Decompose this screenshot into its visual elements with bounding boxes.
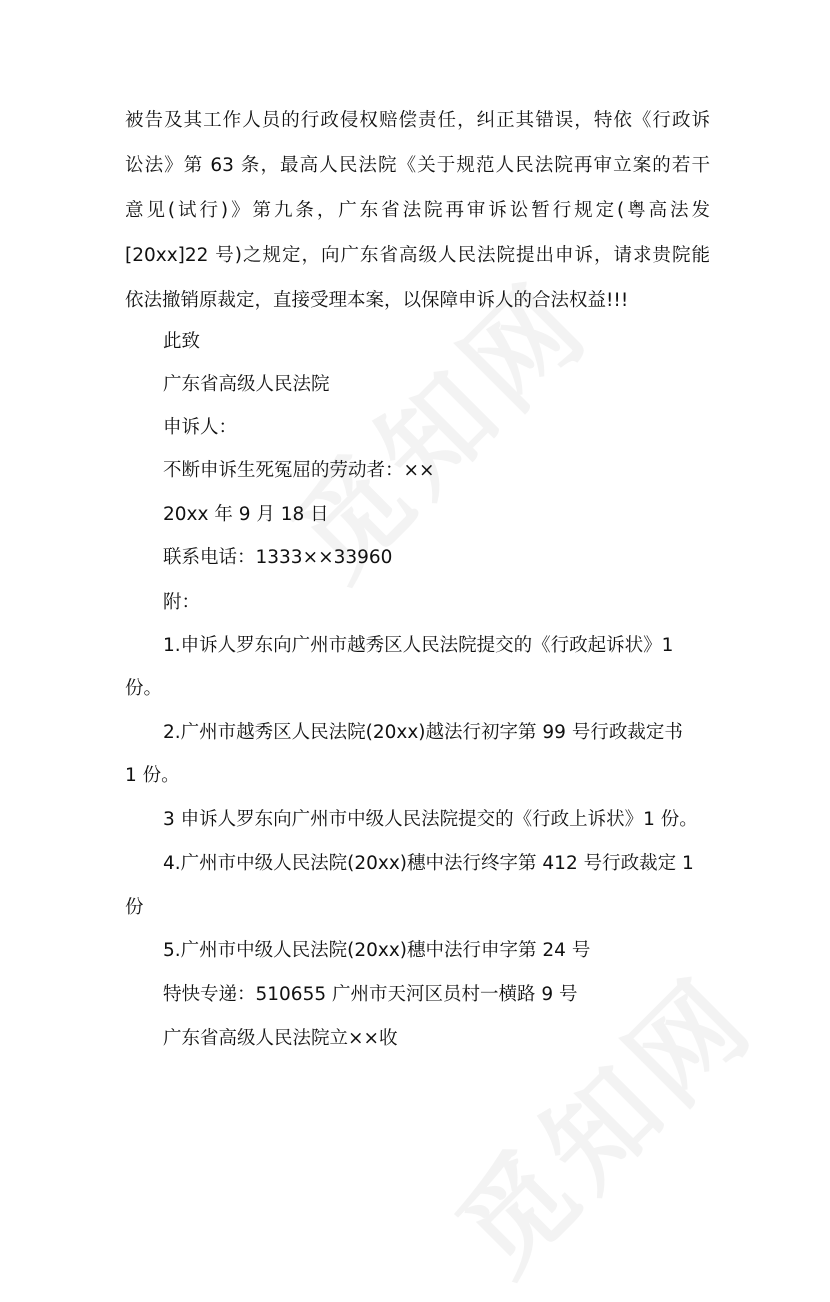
- express-delivery-address: 特快专递：510655 广州市天河区员村一横路 9 号: [163, 984, 578, 1005]
- signature-date: 20xx 年 9 月 18 日: [163, 504, 329, 525]
- attachment-item: 1.申诉人罗东向广州市越秀区人民法院提交的《行政起诉状》1: [163, 635, 674, 656]
- attachment-item-continued: 1 份。: [125, 765, 180, 786]
- recipient: 广东省高级人民法院: [163, 374, 330, 395]
- salutation: 此致: [163, 331, 201, 352]
- attachment-item-continued: 份: [125, 897, 144, 918]
- paragraph-line: [20xx]22 号)之规定，向广东省高级人民法院提出申诉，请求贵院能: [125, 245, 710, 266]
- attachment-item: 5.广州市中级人民法院(20xx)穗中法行申字第 24 号: [163, 940, 591, 961]
- paragraph-line: 讼法》第 63 条，最高人民法院《关于规范人民法院再审立案的若干: [125, 155, 710, 176]
- delivery-receiver: 广东省高级人民法院立××收: [163, 1028, 398, 1049]
- attachment-item: 2.广州市越秀区人民法院(20xx)越法行初字第 99 号行政裁定书: [163, 722, 683, 743]
- appellant-label: 申诉人：: [163, 417, 238, 438]
- attachment-item-continued: 份。: [125, 678, 163, 699]
- attachment-item: 3 申诉人罗东向广州市中级人民法院提交的《行政上诉状》1 份。: [163, 809, 698, 830]
- paragraph-line: 依法撤销原裁定，直接受理本案，以保障申诉人的合法权益!!!: [125, 290, 629, 311]
- paragraph-line: 意见(试行)》第九条，广东省法院再审诉讼暂行规定(粤高法发: [125, 200, 710, 221]
- attachment-item: 4.广州市中级人民法院(20xx)穗中法行终字第 412 号行政裁定 1: [163, 853, 694, 874]
- attachment-label: 附：: [163, 592, 201, 613]
- paragraph-line: 被告及其工作人员的行政侵权赔偿责任，纠正其错误，特依《行政诉: [125, 110, 710, 131]
- appellant-name: 不断申诉生死冤屈的劳动者：××: [163, 460, 435, 481]
- contact-phone: 联系电话：1333××33960: [163, 547, 393, 568]
